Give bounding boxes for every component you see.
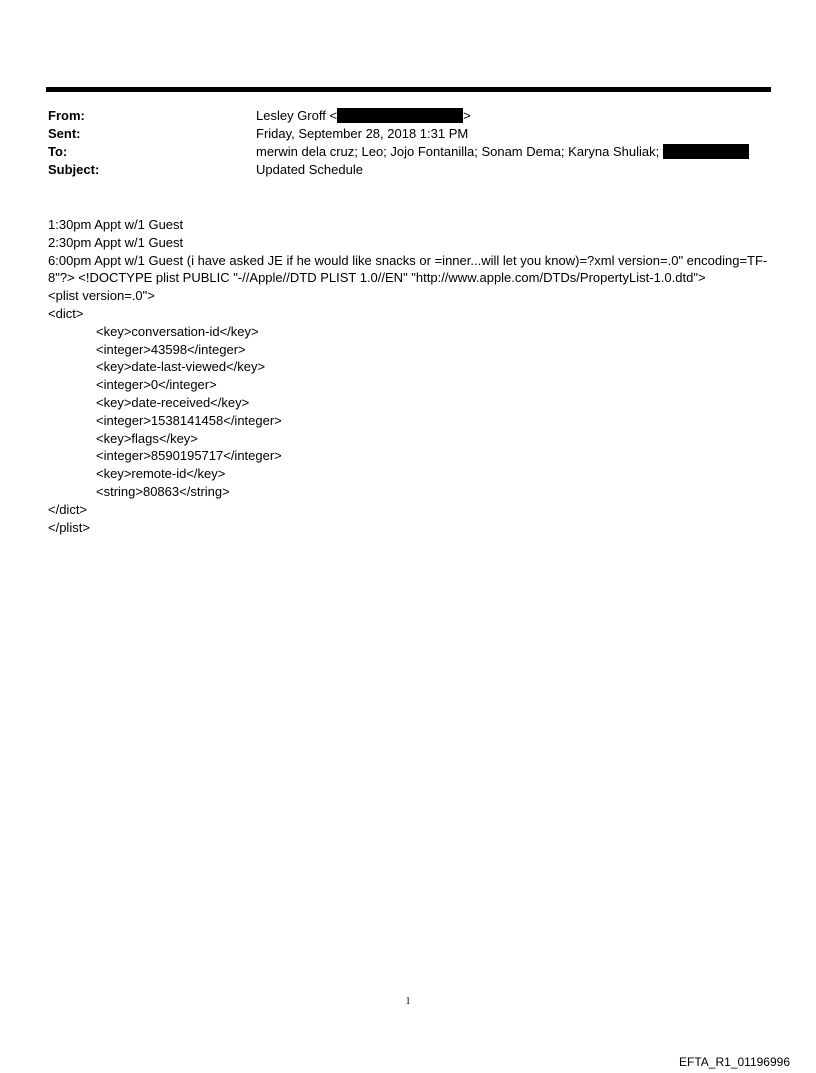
from-label: From: xyxy=(48,108,85,123)
body-line: </dict> xyxy=(48,501,88,517)
body-line: <integer>0</integer> xyxy=(96,377,217,393)
body-line: <key>flags</key> xyxy=(96,430,198,446)
body-line: <integer>1538141458</integer> xyxy=(96,412,282,428)
body-line: </plist> xyxy=(48,519,90,535)
body-line: <dict> xyxy=(48,305,84,321)
body-line: <key>date-received</key> xyxy=(96,394,250,410)
email-body xyxy=(48,216,768,536)
to-value-wrap xyxy=(256,143,749,161)
sent-value: Friday, September 28, 2018 1:31 PM xyxy=(256,126,469,141)
body-line: 1:30pm Appt w/1 Guest xyxy=(48,217,184,232)
redaction-box xyxy=(663,144,749,159)
subject-row xyxy=(48,161,768,179)
from-row xyxy=(48,107,768,125)
subject-label: Subject: xyxy=(48,162,100,177)
header-divider xyxy=(46,87,771,92)
body-line: 6:00pm Appt w/1 Guest (i have asked JE if he would like snacks or =inner...will let you know)=?xml version=.0" encoding=TF-8"?> <!DOCTYPE plist PUBLIC "-//Apple//DTD PLIST 1.0//EN" "http://www.apple.com/DTDs/PropertyList-1.0.dtd"> xyxy=(48,252,768,286)
redaction-box xyxy=(337,108,463,123)
sent-row xyxy=(48,125,768,143)
body-line: <integer>43598</integer> xyxy=(96,341,246,357)
body-line: <plist version=.0"> xyxy=(48,288,155,304)
to-row xyxy=(48,143,768,161)
body-line: <key>conversation-id</key> xyxy=(96,323,259,339)
subject-value: Updated Schedule xyxy=(256,162,363,177)
page-number: 1 xyxy=(405,996,411,1007)
from-value xyxy=(256,107,471,125)
to-label: To: xyxy=(48,144,68,159)
body-line: <key>date-last-viewed</key> xyxy=(96,359,266,375)
body-line: <integer>8590195717</integer> xyxy=(96,448,282,464)
body-line: <key>remote-id</key> xyxy=(96,466,226,482)
to-value: merwin dela cruz; Leo; Jojo Fontanilla; Sonam Dema; Karyna Shuliak; xyxy=(256,144,660,159)
body-line: <string>80863</string> xyxy=(96,483,230,499)
document-id: EFTA_R1_01196996 xyxy=(679,1055,790,1069)
from-name: Lesley Groff < xyxy=(256,108,338,123)
from-close: > xyxy=(463,108,471,123)
sent-label: Sent: xyxy=(48,126,81,141)
email-header xyxy=(48,107,768,179)
body-line: 2:30pm Appt w/1 Guest xyxy=(48,234,184,250)
